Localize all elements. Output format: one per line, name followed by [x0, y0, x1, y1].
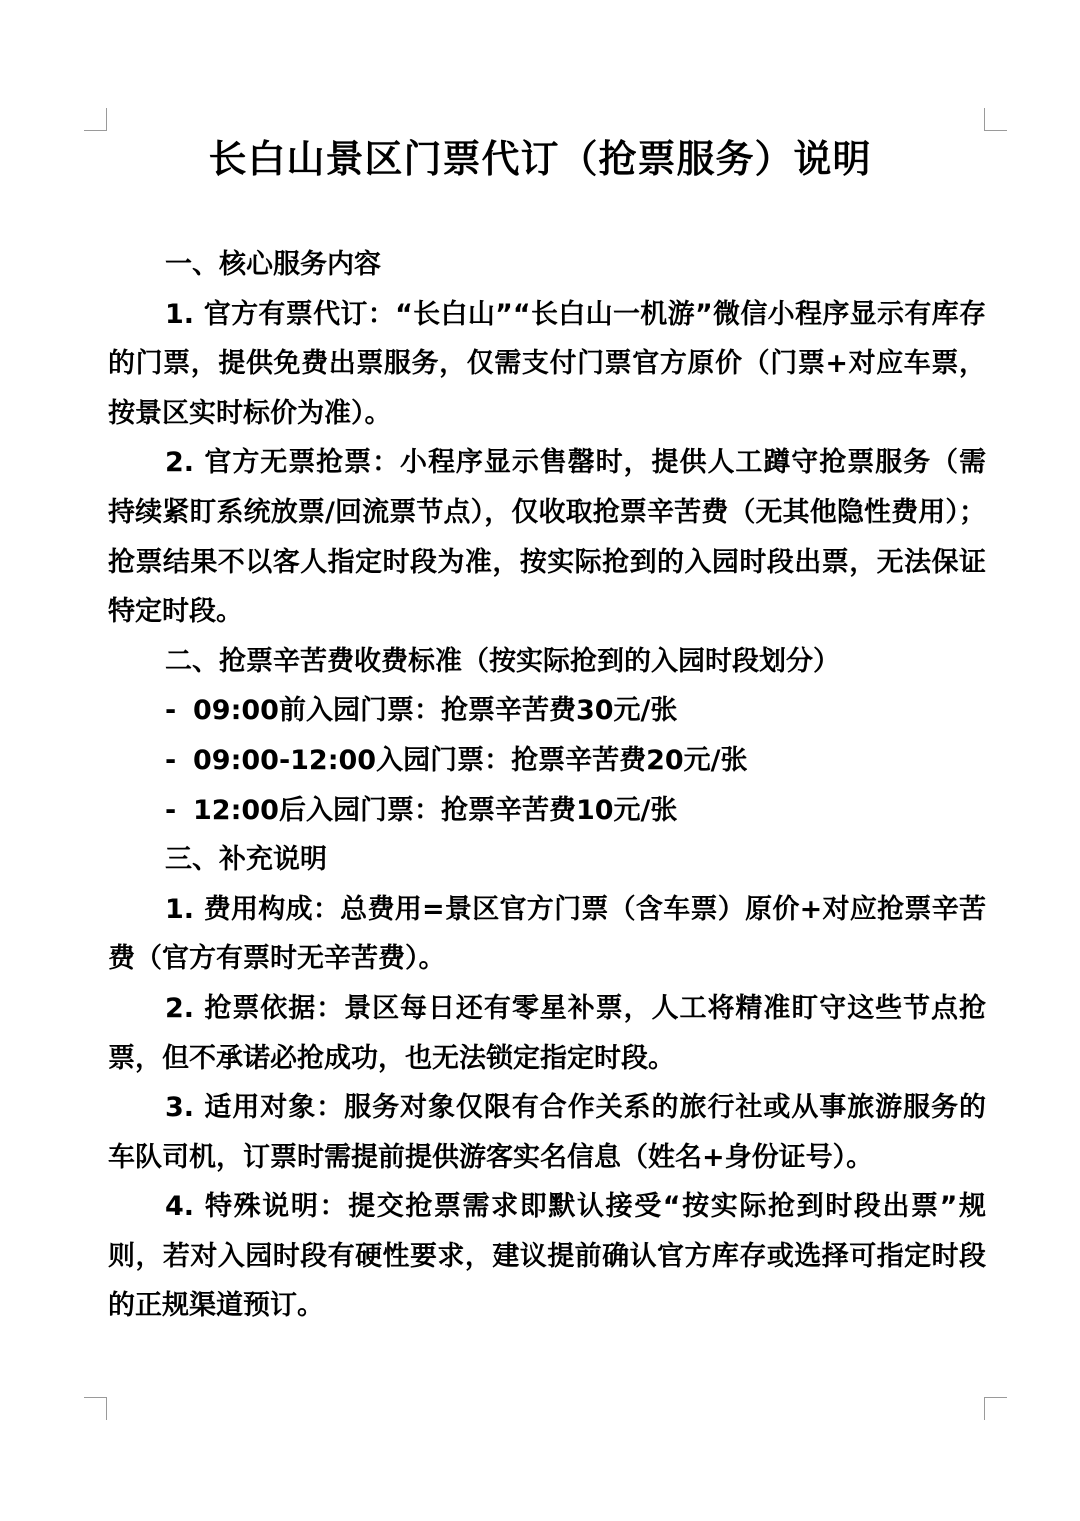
- paragraph-applicable-clients: 3. 适用对象：服务对象仅限有合作关系的旅行社或从事旅游服务的车队司机，订票时需提前提供游客实名信息（姓名+身份证号）。: [108, 1092, 986, 1173]
- crop-mark-bottom-right: [984, 1397, 1007, 1420]
- fee-item-after-12: [108, 786, 986, 836]
- fee-item-9-to-12: [108, 736, 986, 786]
- paragraph-fee-composition: 1. 费用构成：总费用=景区官方门票（含车票）原价+对应抢票辛苦费（官方有票时无辛苦费）。: [108, 893, 986, 975]
- paragraph-grab-basis: 2. 抢票依据：景区每日还有零星补票，人工将精准盯守这些节点抢票，但不承诺必抢成功，也无法锁定指定时段。: [108, 992, 986, 1074]
- fee-item-before-9: [108, 686, 986, 736]
- paragraph-ticket-grabbing: 2. 官方无票抢票：小程序显示售罄时，提供人工蹲守抢票服务（需持续紧盯系统放票/回流票节点），仅收取抢票辛苦费（无其他隐性费用）；抢票结果不以客人指定时段为准，按实际抢到的入园时段出票，无法保证特定时段。: [108, 447, 986, 628]
- paragraph-special-note: 4. 特殊说明：提交抢票需求即默认接受“按实际抢到时段出票”规则，若对入园时段有硬性要求，建议提前确认官方库存或选择可指定时段的正规渠道预订。: [108, 1191, 986, 1322]
- fee-text: 09:00前入园门票：抢票辛苦费30元/张: [193, 695, 678, 727]
- section-heading-fee-standard: 二、抢票辛苦费收费标准（按实际抢到的入园时段划分）: [165, 645, 840, 677]
- fee-dash: -: [165, 794, 177, 826]
- fee-dash: -: [165, 695, 177, 727]
- fee-text: 09:00-12:00入园门票：抢票辛苦费20元/张: [193, 744, 748, 776]
- crop-mark-top-left: [84, 108, 107, 131]
- section-heading-supplementary: 三、补充说明: [165, 844, 327, 876]
- fee-text: 12:00后入园门票：抢票辛苦费10元/张: [193, 794, 678, 826]
- document-body: [108, 240, 986, 1331]
- fee-dash: -: [165, 744, 177, 776]
- crop-mark-top-right: [984, 108, 1007, 131]
- section-heading-core-services: 一、核心服务内容: [165, 249, 381, 280]
- page-title: 长白山景区门票代订（抢票服务）说明: [208, 137, 872, 181]
- paragraph-official-booking: 1. 官方有票代订：“长白山”“长白山一机游”微信小程序显示有库存的门票，提供免费出票服务，仅需支付门票官方原价（门票+对应车票，按景区实时标价为准）。: [108, 298, 986, 429]
- crop-mark-bottom-left: [84, 1397, 107, 1420]
